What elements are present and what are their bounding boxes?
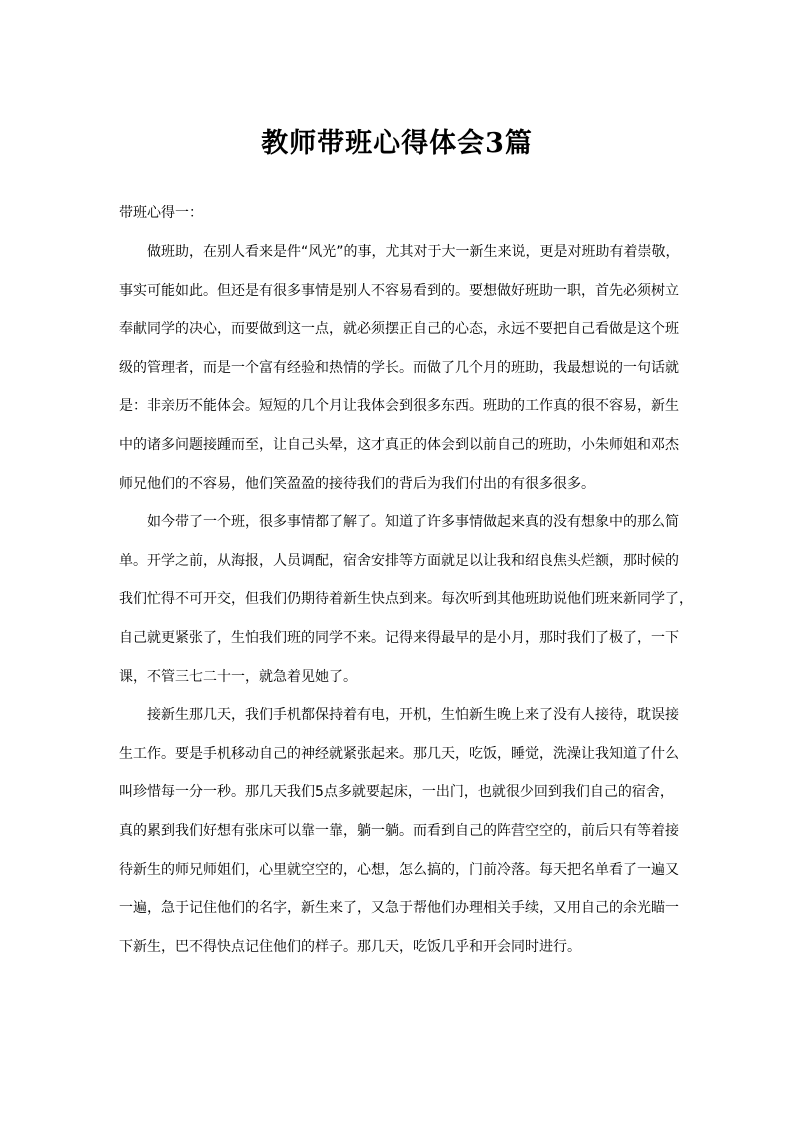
text-line: 中的诸多问题接踵而至，让自己头晕，这才真正的体会到以前自己的班助，小朱师姐和邓杰 — [119, 436, 679, 453]
text-line: 奉献同学的决心，而要做到这一点，就必须摆正自己的心态，永远不要把自己看做是这个班 — [119, 321, 679, 338]
text-line: 下新生，巴不得快点记住他们的样子。那几天，吃饭几乎和开会同时进行。 — [119, 938, 581, 955]
text-line: 我们忙得不可开交，但我们仍期待着新生快点到来。每次听到其他班助说他们班来新同学了， — [119, 591, 693, 608]
text-line: 自己就更紧张了，生怕我们班的同学不来。记得来得最早的是小月，那时我们了极了，一下 — [119, 629, 679, 646]
text-line: 事实可能如此。但还是有很多事情是别人不容易看到的。要想做好班助一职，首先必须树立 — [119, 282, 679, 299]
paragraph — [119, 503, 693, 696]
text-line: 师兄他们的不容易，他们笑盈盈的接待我们的背后为我们付出的有很多很多。 — [119, 475, 595, 492]
text-line: 生工作。要是手机移动自己的神经就紧张起来。那几天，吃饭，睡觉，洗澡让我知道了什么 — [119, 745, 679, 762]
document-title: 教师带班心得体会3篇 — [261, 128, 533, 159]
paragraph — [119, 696, 677, 966]
text-line: 是：非亲历不能体会。短短的几个月让我体会到很多东西。班助的工作真的很不容易，新生 — [119, 398, 679, 415]
text-line: 一遍，急于记住他们的名字，新生来了，又急于帮他们办理相关手续，又用自己的余光瞄一 — [119, 900, 679, 917]
text-line: 级的管理者，而是一个富有经验和热情的学长。而做了几个月的班助，我最想说的一句话就 — [119, 359, 679, 376]
section-heading: 带班心得一： — [119, 205, 203, 221]
text-line: 待新生的师兄师姐们，心里就空空的，心想，怎么搞的，门前冷落。每天把名单看了一遍又 — [119, 861, 679, 878]
text-line: 叫珍惜每一分一秒。那几天我们5点多就要起床，一出门，也就很少回到我们自己的宿舍， — [119, 784, 674, 801]
paragraph — [119, 233, 680, 503]
document-body — [119, 233, 693, 966]
text-line: 如今带了一个班，很多事情都了解了。知道了许多事情做起来真的没有想象中的那么简 — [147, 514, 679, 531]
text-line: 接新生那几天，我们手机都保持着有电，开机，生怕新生晚上来了没有人接待，耽误接 — [147, 707, 679, 724]
text-line: 课，不管三七二十一，就急着见她了。 — [119, 668, 357, 685]
text-line: 真的累到我们好想有张床可以靠一靠，躺一躺。而看到自己的阵营空空的，前后只有等着接 — [119, 822, 679, 839]
text-line: 做班助，在别人看来是件“风光”的事，尤其对于大一新生来说，更是对班助有着崇敬， — [147, 244, 680, 260]
text-line: 单。开学之前，从海报，人员调配，宿舍安排等方面就足以让我和绍良焦头烂额，那时候的 — [119, 552, 679, 569]
